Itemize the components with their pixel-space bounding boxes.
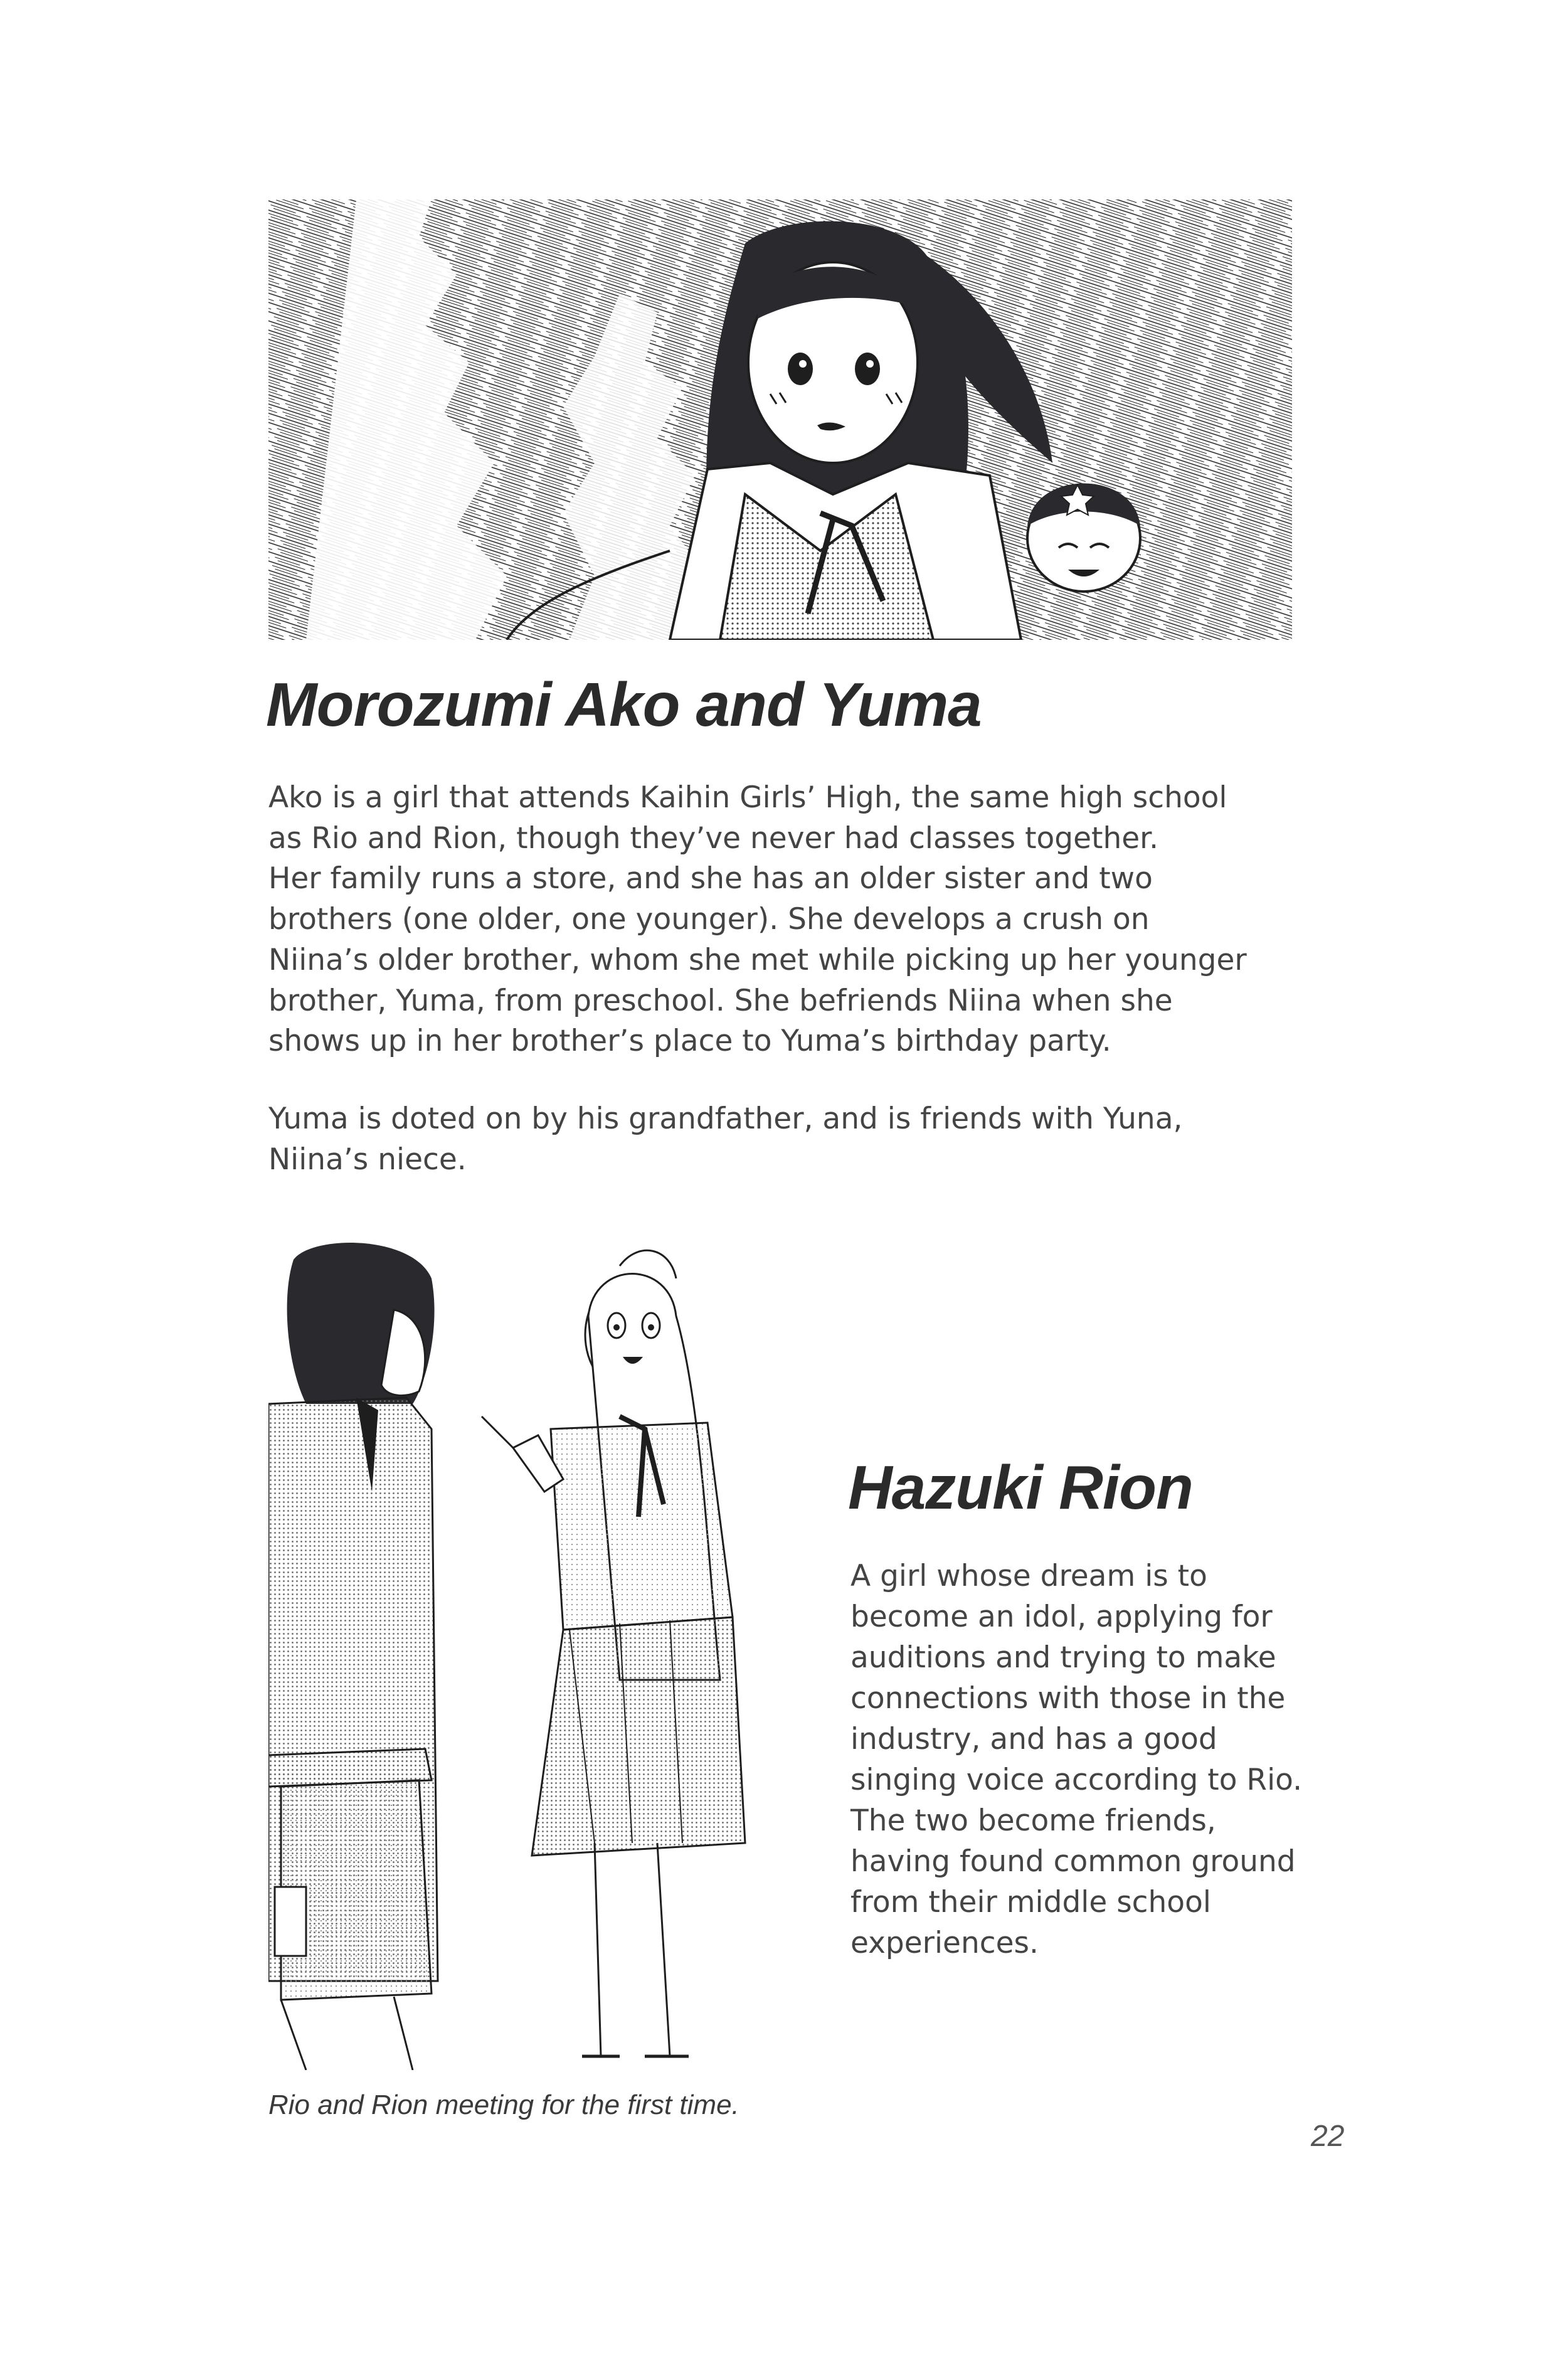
section-title-morozumi-ako-and-yuma: Morozumi Ako and Yuma: [266, 670, 982, 739]
illustration-caption: Rio and Rion meeting for the first time.: [268, 2090, 739, 2120]
yuma-description-paragraph: Yuma is doted on by his grandfather, and is friends with Yuna, Niina’s niece.: [268, 1102, 1183, 1177]
rion-description-paragraph: A girl whose dream is to become an idol, applying for auditions and trying to make connections with those in the industry, and has a good singing voice according to Rio. The two become friends, having found common ground from their middle school experiences.: [850, 1559, 1303, 1960]
manga-illustration-ako-and-yuma: [268, 199, 1292, 640]
manga-illustration-rio-and-rion: [268, 1241, 754, 2070]
ako-description-paragraph: Ako is a girl that attends Kaihin Girls’ High, the same high school as Rio and Rion, though they’ve never had classes together. Her family runs a store, and she has an older sister and two brothers (one older, one younger). She develops a crush on Niina’s older brother, whom she met while picking up her younger brother, Yuma, from preschool. She befriends Niina when she shows up in her brother’s place to Yuma’s birthday party.: [268, 780, 1247, 1059]
section-title-hazuki-rion: Hazuki Rion: [848, 1453, 1193, 1522]
page-number: 22: [1311, 2120, 1345, 2153]
